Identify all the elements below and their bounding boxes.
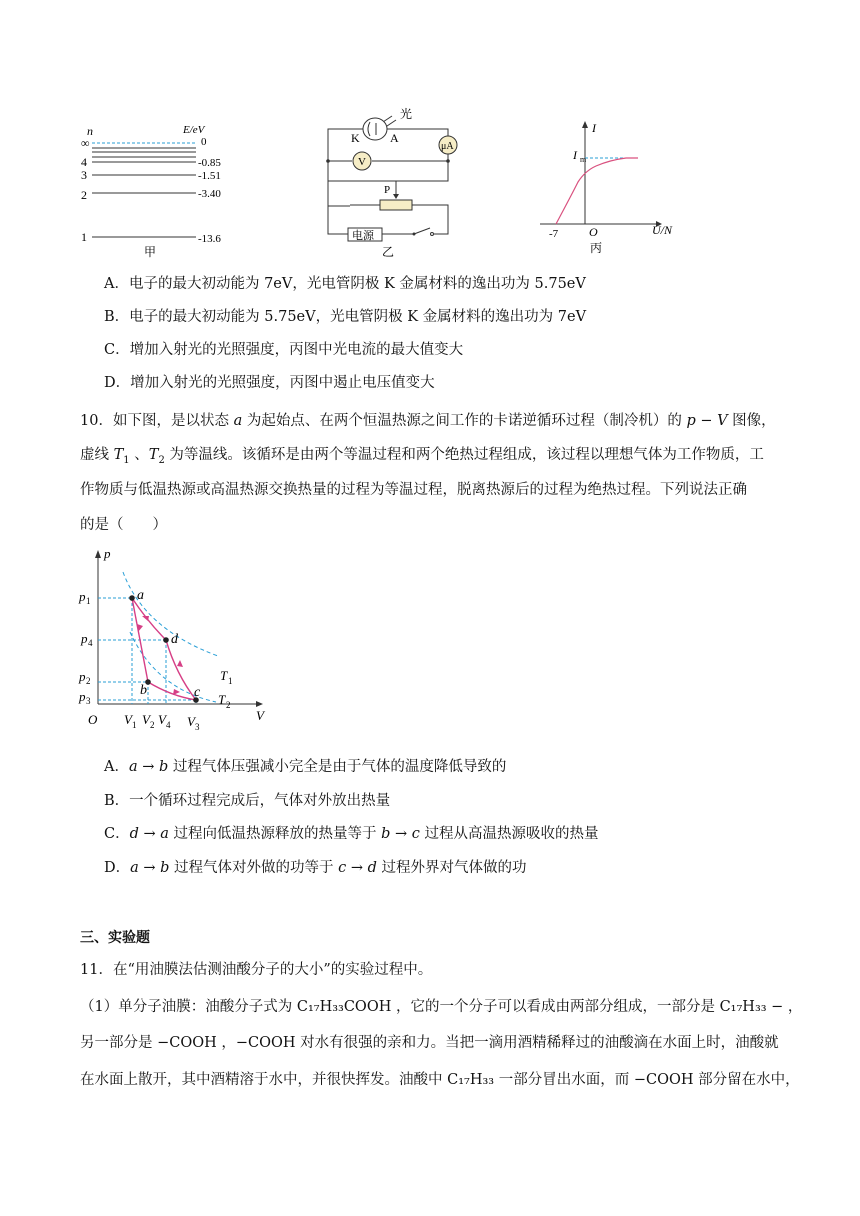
im-subscript: m [580,155,587,164]
p1-label: p [79,589,86,604]
level-1-n: 1 [81,230,87,244]
t1-label: T [220,668,228,683]
v1-label: V [124,712,132,727]
q10-option-a[interactable]: A．a → b 过程气体压强减小完全是由于气体的温度降低导致的 [104,759,507,775]
point-b-label: b [140,683,147,698]
pv-diagram [76,544,276,734]
u-axis-label: U/N [652,223,673,237]
q11-part1-line1: （1）单分子油膜：油酸分子式为 C₁₇H₃₃COOH ，它的一个分子可以看成由两部分组成，一部分是 C₁₇H₃₃ − ， [80,999,803,1015]
caption-yi: 乙 [382,245,395,259]
level-inf-e: 0 [201,136,207,148]
level-inf-n: ∞ [81,136,90,150]
level-4-n: 4 [81,155,87,169]
p2-label: p [79,669,86,684]
level-1-e: -13.6 [198,233,221,245]
p2-sub: 2 [86,676,91,686]
q10-stem-line1: 10．如下图，是以状态 a 为起始点、在两个恒温热源之间工作的卡诺逆循环过程（制冷机）的 p − V 图像， [80,413,776,429]
q10-option-d[interactable]: D．a → b 过程气体对外做的功等于 c → d 过程外界对气体做的功 [104,860,527,876]
q11-part1-line2: 另一部分是 −COOH ，−COOH 对水有很强的亲和力。当把一滴用酒精稀释过的油酸滴在水面上时，油酸就 [80,1035,779,1051]
q11-part1-line3: 在水面上散开，其中酒精溶于水中，并很快挥发。油酸中 C₁₇H₃₃ 一部分冒出水面，而 −COOH 部分留在水中， [80,1072,800,1088]
v3-label: V [187,714,195,729]
v2-label: V [142,712,150,727]
energy-level-diagram [78,120,248,260]
origin-label: O [88,712,98,727]
level-3-n: 3 [81,168,87,182]
v4-sub: 4 [166,720,171,730]
p3-label: p [79,689,86,704]
v4-label: V [158,712,166,727]
p-axis-label: p [104,546,111,561]
q10-option-b[interactable]: B．一个循环过程完成后，气体对外放出热量 [104,793,391,809]
level-2-e: -3.40 [198,188,221,200]
i-axis-label: I [592,121,596,135]
q9-option-a[interactable]: A．电子的最大初动能为 7eV，光电管阴极 K 金属材料的逸出功为 5.75eV [104,276,586,292]
level-3-e: -1.51 [198,170,221,182]
v1-sub: 1 [132,720,137,730]
p4-sub: 4 [88,638,93,648]
t2-sub: 2 [226,700,231,710]
q10-option-c[interactable]: C．d → a 过程向低温热源释放的热量等于 b → c 过程从高温热源吸收的热量 [104,826,599,842]
power-source-label: 电源 [352,230,374,242]
q10-stem-line4: 的是（ ） [80,517,167,533]
p4-label: p [81,631,88,646]
caption-jia: 甲 [144,245,157,259]
q10-stem-line2: 虚线 $T_1$ 、$T_2$ 为等温线。该循环是由两个等温过程和两个绝热过程组成，该过程以理想气体为工作物质，工 [80,447,764,466]
q10-stem-line3: 作物质与低温热源或高温热源交换热量的过程为等温过程，脱离热源后的过程为绝热过程。下列说法正确 [80,482,747,498]
p1-sub: 1 [86,596,91,606]
p3-sub: 3 [86,696,91,706]
k-label: K [351,131,360,145]
stop-voltage-label: -7 [549,228,559,240]
q9-option-b[interactable]: B．电子的最大初动能为 5.75eV，光电管阴极 K 金属材料的逸出功为 7eV [104,309,587,325]
photocurrent-iv-graph [530,116,690,262]
v2-sub: 2 [150,720,155,730]
level-4-e: -0.85 [198,157,221,169]
microammeter-label: μA [441,141,454,152]
im-label: I [573,148,577,162]
caption-bing: 丙 [590,241,603,255]
point-a-label: a [137,588,144,603]
point-d-label: d [171,632,178,647]
level-2-n: 2 [81,188,87,202]
voltmeter-label: V [358,156,366,168]
a-label: A [390,131,399,145]
v3-sub: 3 [195,722,200,732]
iv-curve [556,158,638,224]
origin-label: O [589,225,598,239]
q9-option-c[interactable]: C．增加入射光的光照强度，丙图中光电流的最大值变大 [104,342,464,358]
t1-sub: 1 [228,676,233,686]
point-c-label: c [194,685,201,700]
slider-p-label: P [384,184,391,196]
q9-option-d[interactable]: D．增加入射光的光照强度，丙图中遏止电压值变大 [104,375,435,391]
t2-label: T [218,692,226,707]
n-label: n [87,124,93,138]
light-label: 光 [400,107,413,121]
q11-stem: 11．在“用油膜法估测油酸分子的大小”的实验过程中。 [80,962,433,978]
v-axis-label: V [256,708,264,723]
e-label: E/eV [183,124,205,136]
photoelectric-circuit-diagram [310,104,470,262]
section-heading-experiment: 三、实验题 [80,930,150,946]
